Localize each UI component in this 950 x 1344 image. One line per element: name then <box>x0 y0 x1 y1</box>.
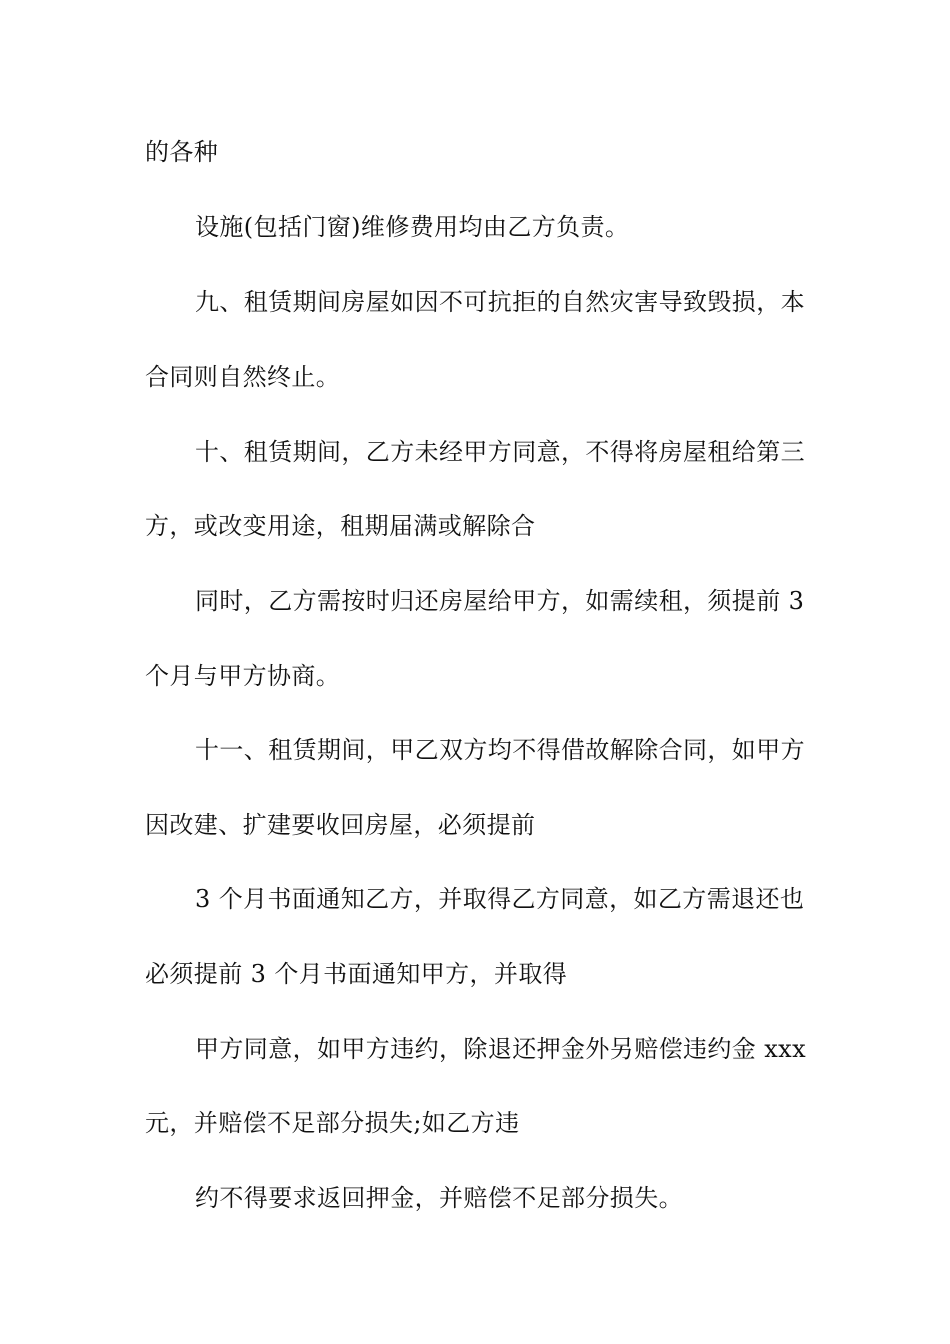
text-line: 设施(包括门窗)维修费用均由乙方负责。 <box>195 213 630 241</box>
text-line: 十、租赁期间，乙方未经甲方同意，不得将房屋租给第三 <box>195 438 805 466</box>
text-line: 约不得要求返回押金，并赔偿不足部分损失。 <box>195 1184 683 1212</box>
text-line: 的各种 <box>145 138 219 166</box>
text-line: 必须提前 3 个月书面通知甲方，并取得 <box>145 960 568 988</box>
text-line: 个月与甲方协商。 <box>145 662 341 690</box>
text-line: 因改建、扩建要收回房屋，必须提前 <box>145 811 536 839</box>
text-line: 合同则自然终止。 <box>145 363 341 391</box>
text-line: 甲方同意，如甲方违约，除退还押金外另赔偿违约金 xxx <box>195 1035 807 1063</box>
text-line: 十一、租赁期间，甲乙双方均不得借故解除合同，如甲方 <box>195 736 805 764</box>
text-line: 3 个月书面通知乙方，并取得乙方同意，如乙方需退还也 <box>195 885 805 913</box>
text-line: 方，或改变用途，租期届满或解除合 <box>145 512 536 540</box>
text-line: 九、租赁期间房屋如因不可抗拒的自然灾害导致毁损，本 <box>195 288 805 316</box>
text-line: 元，并赔偿不足部分损失;如乙方违 <box>145 1109 520 1137</box>
text-line: 同时，乙方需按时归还房屋给甲方，如需续租，须提前 3 <box>195 587 805 615</box>
